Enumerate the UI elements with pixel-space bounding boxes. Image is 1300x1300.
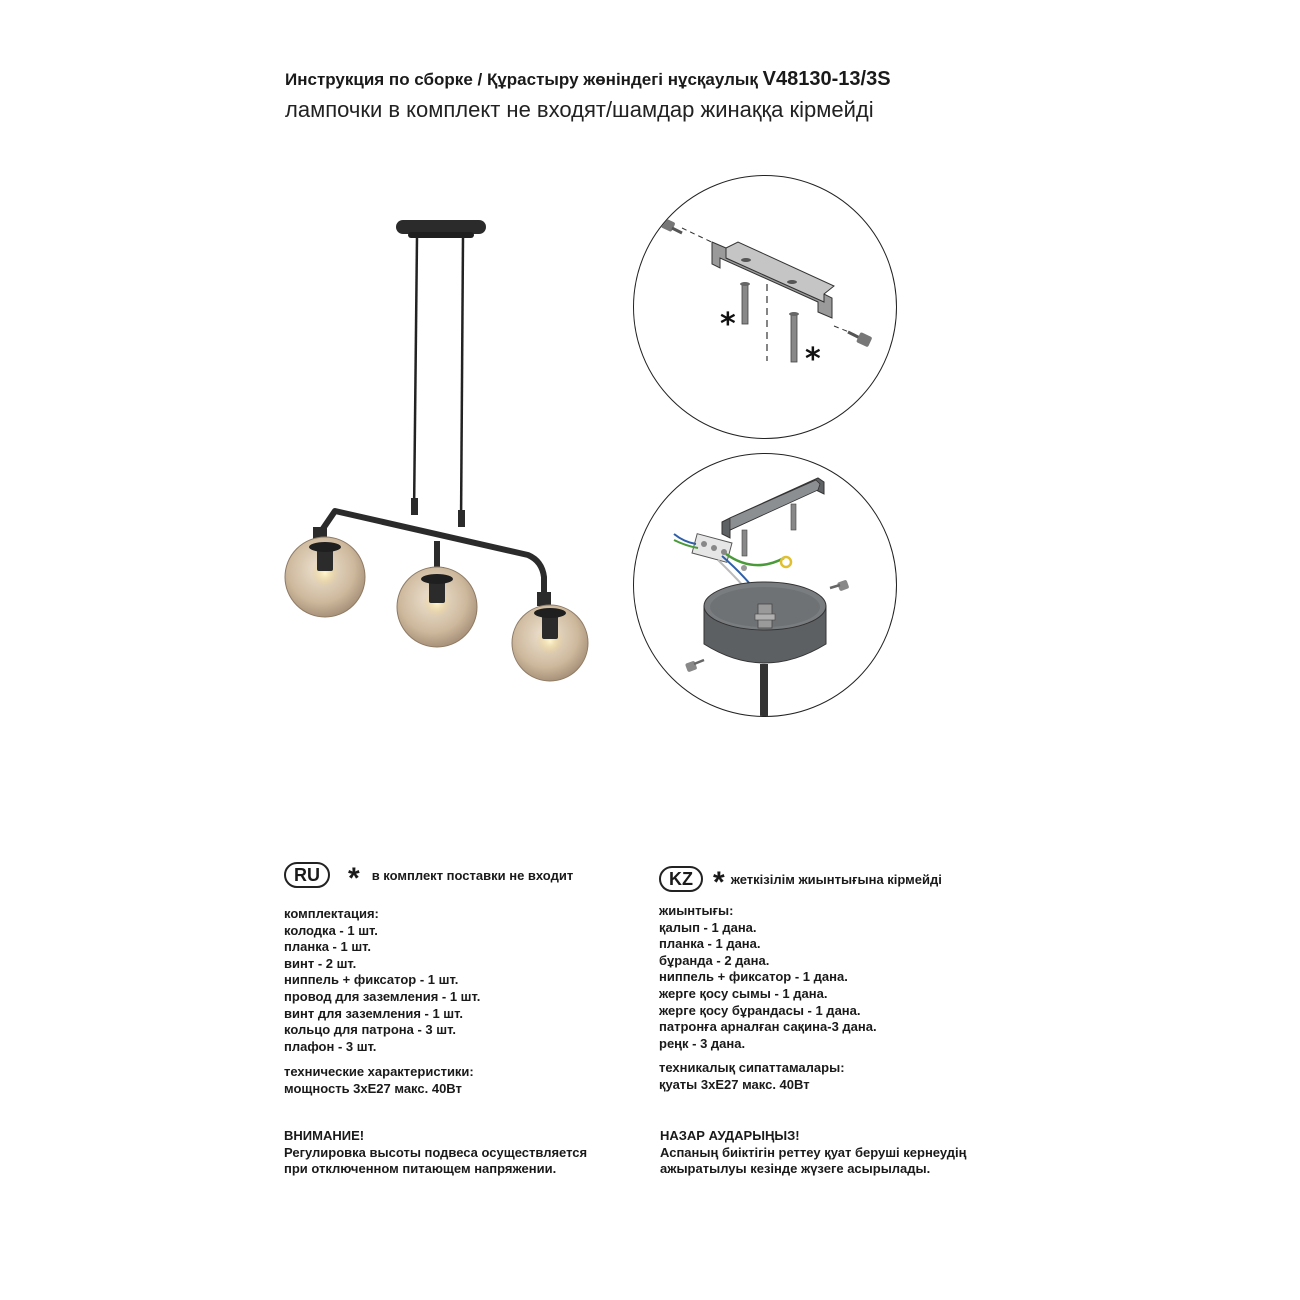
screw-icon: [685, 660, 704, 672]
kz-specs-value: қуаты 3хЕ27 макс. 40Вт: [659, 1076, 810, 1092]
ru-not-included-note: в комплект поставки не входит: [371, 867, 574, 883]
wiring-diagram-svg: [634, 454, 896, 716]
model-number: V48130-13/3S: [762, 68, 891, 90]
document-subtitle: лампочки в комплект не входят/шамдар жинаққа кірмейді: [285, 97, 874, 122]
screw-icon: [848, 332, 872, 347]
screw-icon: [830, 580, 849, 592]
list-item: патронға арналған сақина-3 дана.: [659, 1019, 877, 1035]
lamp-shade: [512, 592, 588, 681]
list-item: винт - 2 шт.: [284, 955, 357, 971]
bracket-diagram-svg: [634, 176, 896, 438]
list-item: провод для заземления - 1 шт.: [284, 988, 481, 1004]
ru-specs-title: технические характеристики:: [284, 1064, 474, 1079]
list-item: ниппель + фиксатор - 1 шт.: [284, 972, 459, 988]
list-item: кольцо для патрона - 3 шт.: [284, 1022, 456, 1038]
kz-contents-list: [659, 903, 877, 1052]
title-text: Инструкция по сборке / Құрастыру жөніндегі нұсқаулық: [285, 70, 758, 89]
kz-warning-line: ажыратылуы кезінде жүзеге асырылады.: [660, 1161, 931, 1177]
ceiling-canopy: [704, 582, 826, 716]
not-included-marker: *: [348, 862, 360, 895]
ru-warning-line: Регулировка высоты подвеса осуществляется: [284, 1144, 588, 1160]
ru-contents-list: [284, 906, 480, 1055]
ru-warning-line: при отключенном питающем напряжении.: [284, 1161, 557, 1177]
kz-section-header: [659, 866, 942, 899]
list-item: жерге қосу сымы - 1 дана.: [659, 985, 828, 1001]
list-item: плафон - 3 шт.: [284, 1038, 377, 1054]
list-item: винт для заземления - 1 шт.: [284, 1005, 463, 1021]
list-item: бұранда - 2 дана.: [659, 952, 770, 968]
kz-warning-line: Аспаның биіктігін реттеу қуат беруші кернеудің: [660, 1144, 967, 1160]
anchor-screw-icon: [789, 312, 799, 362]
kz-contents-title: жиынтығы:: [659, 903, 734, 918]
suspension-cable: [461, 237, 463, 525]
not-included-marker: *: [805, 342, 821, 377]
bracket-mounting-diagram: [633, 175, 897, 439]
not-included-marker: *: [720, 307, 736, 342]
list-item: колодка - 1 шт.: [284, 922, 378, 938]
kz-warning: [660, 1128, 967, 1178]
list-item: реңк - 3 дана.: [659, 1035, 746, 1051]
ru-language-badge: RU: [284, 862, 330, 888]
ru-section-header: [284, 862, 574, 895]
ru-warning-title: ВНИМАНИЕ!: [284, 1128, 365, 1143]
list-item: қалып - 1 дана.: [659, 919, 757, 935]
wiring-diagram: [633, 453, 897, 717]
list-item: ниппель + фиксатор - 1 дана.: [659, 969, 848, 985]
suspension-cable: [414, 237, 417, 515]
ru-specs-value: мощность 3хЕ27 макс. 40Вт: [284, 1080, 462, 1096]
lamp-shade: [397, 567, 477, 647]
ru-specs: [284, 1064, 474, 1097]
list-item: планка - 1 шт.: [284, 939, 371, 955]
document-title: [285, 68, 891, 91]
list-item: планка - 1 дана.: [659, 936, 761, 952]
ground-ring: [781, 557, 791, 567]
list-item: жерге қосу бұрандасы - 1 дана.: [659, 1002, 861, 1018]
ru-warning: [284, 1128, 587, 1178]
kz-not-included-note: жеткізілім жиынтығына кірмейді: [730, 871, 942, 887]
not-included-marker: *: [713, 866, 725, 899]
ground-wire: [726, 554, 784, 565]
lamp-shade: [285, 527, 365, 617]
screw-icon: [660, 218, 682, 233]
kz-specs: [659, 1060, 845, 1093]
anchor-screw-icon: [740, 282, 750, 324]
terminal-block: [692, 534, 732, 563]
kz-language-badge: KZ: [659, 866, 703, 892]
kz-warning-title: НАЗАР АУДАРЫҢЫЗ!: [660, 1128, 800, 1143]
ru-contents-title: комплектация:: [284, 906, 379, 921]
lamp-illustration: [280, 215, 610, 695]
kz-specs-title: техникалық сипаттамалары:: [659, 1060, 845, 1075]
lamp-canopy: [396, 220, 486, 234]
